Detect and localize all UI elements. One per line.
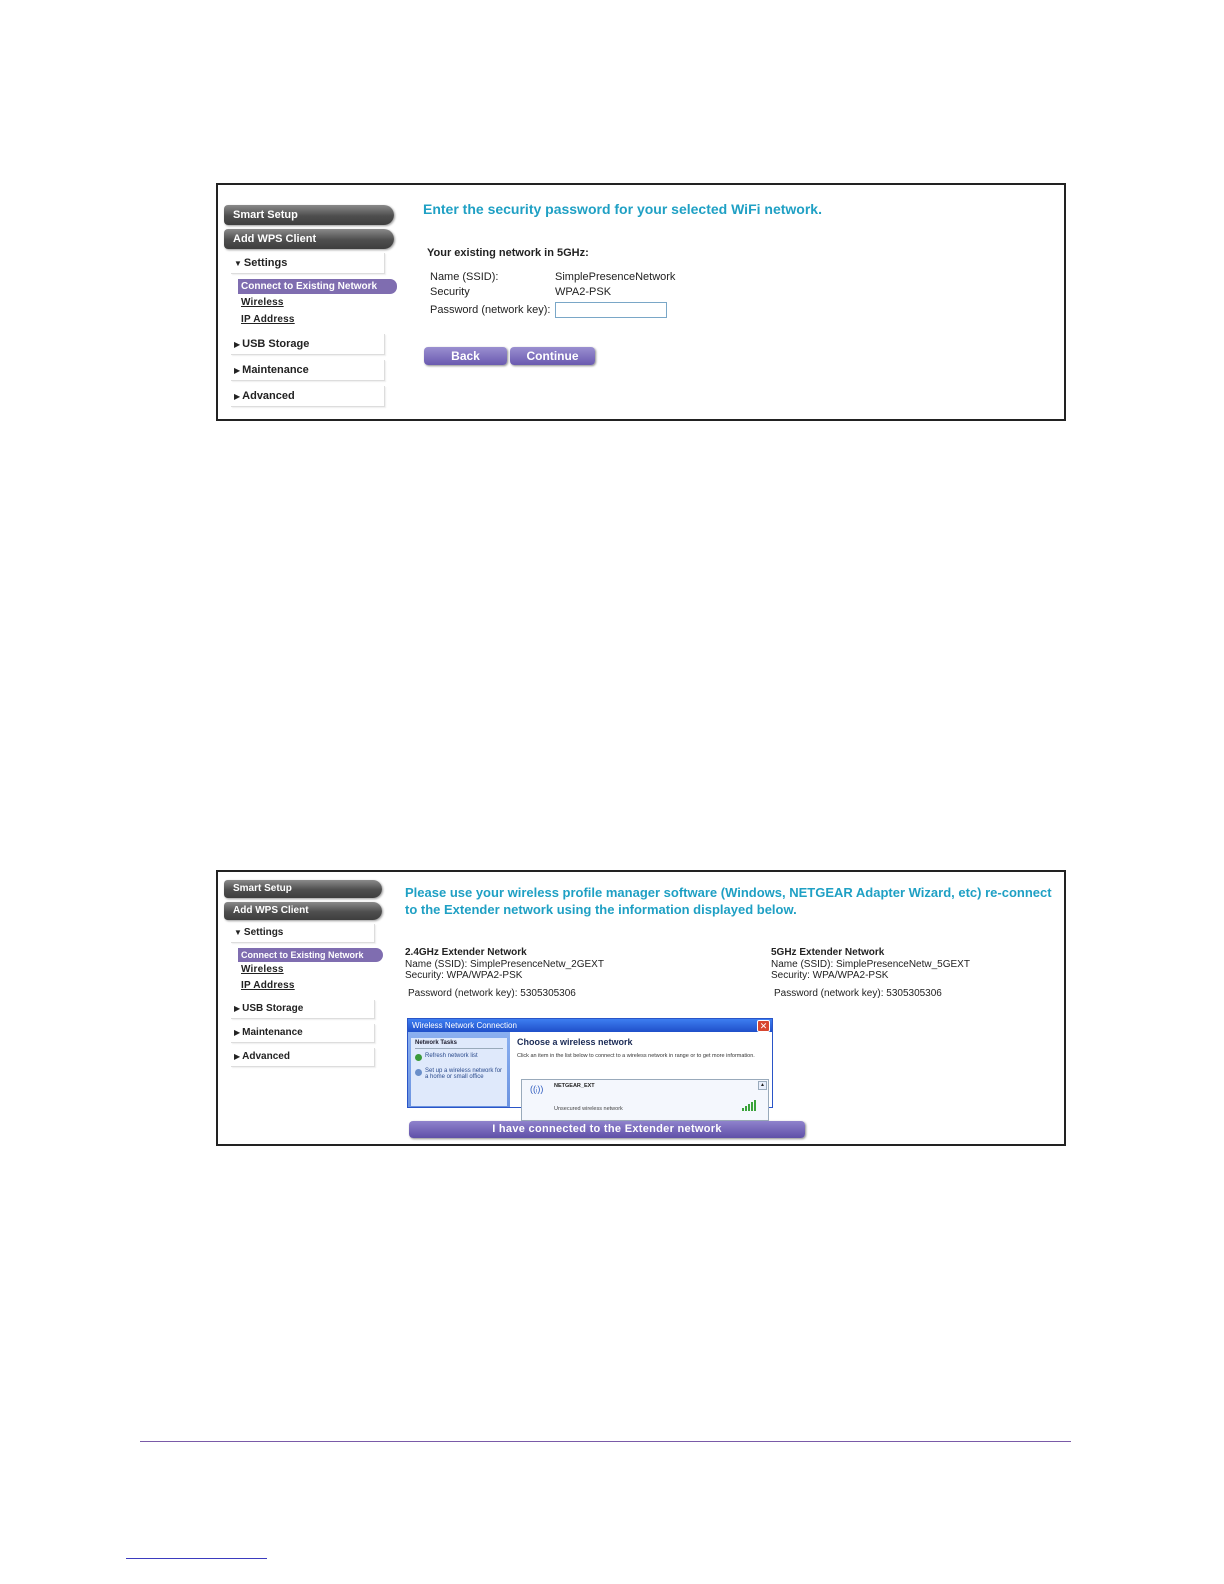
dialog-task-pane: [408, 1032, 510, 1107]
triangle-down-icon: ▼: [234, 928, 242, 937]
wireless-connection-dialog: [407, 1018, 773, 1112]
network-tasks-header: Network Tasks: [415, 1040, 503, 1049]
triangle-right-icon: ▶: [234, 392, 241, 401]
network-24ghz-security: Security: WPA/WPA2-PSK: [405, 970, 523, 981]
sidebar: [224, 205, 394, 412]
advanced-label: Advanced: [242, 1051, 290, 1062]
reconnect-screenshot: [216, 870, 1066, 1146]
password-screenshot: [216, 183, 1066, 421]
usb-storage-menu[interactable]: [231, 1000, 375, 1019]
settings-menu[interactable]: [231, 253, 385, 274]
sidebar-item-connect-existing[interactable]: Connect to Existing Network: [238, 948, 383, 962]
setup-network-icon: [415, 1069, 422, 1076]
sidebar-item-ip-address[interactable]: IP Address: [241, 980, 295, 991]
network-24ghz-title: 2.4GHz Extender Network: [405, 947, 527, 958]
triangle-right-icon: ▶: [234, 1052, 241, 1061]
usb-storage-label: USB Storage: [242, 1003, 304, 1014]
smart-setup-button[interactable]: Smart Setup: [224, 880, 382, 898]
ssid-label: Name (SSID):: [430, 271, 499, 283]
scroll-up-icon[interactable]: ▲: [758, 1081, 767, 1090]
maintenance-label: Maintenance: [242, 1027, 303, 1038]
network-tasks-box: [411, 1038, 507, 1106]
maintenance-menu[interactable]: [231, 1024, 375, 1043]
settings-menu[interactable]: [231, 924, 375, 943]
dialog-title: Wireless Network Connection: [412, 1021, 517, 1030]
triangle-right-icon: ▶: [234, 340, 241, 349]
network-24ghz-password: Password (network key): 5305305306: [408, 987, 576, 999]
add-wps-client-button[interactable]: Add WPS Client: [224, 229, 394, 249]
sidebar-item-connect-existing[interactable]: Connect to Existing Network: [238, 279, 397, 294]
antenna-icon: ((ᵢ)): [530, 1084, 544, 1094]
refresh-network-task[interactable]: [415, 1053, 503, 1061]
network-5ghz-title: 5GHz Extender Network: [771, 947, 885, 958]
network-24ghz-info: [405, 947, 604, 999]
maintenance-menu[interactable]: [231, 360, 385, 381]
dialog-titlebar: [408, 1019, 772, 1032]
settings-label: Settings: [243, 257, 288, 269]
network-list[interactable]: [521, 1079, 769, 1121]
network-5ghz-info: [771, 947, 970, 999]
triangle-down-icon: ▼: [234, 259, 242, 268]
password-input[interactable]: [555, 302, 667, 318]
dialog-instructions: Click an item in the list below to connect to a wireless network in range or to get more information.: [517, 1053, 755, 1059]
usb-storage-label: USB Storage: [242, 338, 310, 350]
close-icon[interactable]: ✕: [757, 1020, 770, 1032]
setup-network-label: Set up a wireless network for a home or small office: [425, 1068, 503, 1080]
triangle-right-icon: ▶: [234, 1028, 241, 1037]
page-title: Please use your wireless profile manager software (Windows, NETGEAR Adapter Wizard, etc) re-connect to the Extender network using the information displayed below.: [405, 885, 1052, 917]
footer-divider: [140, 1441, 1071, 1442]
refresh-network-label: Refresh network list: [425, 1053, 478, 1059]
sidebar: [224, 880, 382, 1072]
network-5ghz-ssid: Name (SSID): SimplePresenceNetw_5GEXT: [771, 958, 970, 970]
sidebar-item-wireless[interactable]: Wireless: [241, 964, 284, 975]
settings-submenu: [224, 948, 382, 994]
advanced-menu[interactable]: [231, 1048, 375, 1067]
network-list-item-status: Unsecured wireless network: [554, 1106, 623, 1112]
dialog-main-pane: [514, 1032, 772, 1112]
advanced-label: Advanced: [242, 390, 295, 402]
section-label: Your existing network in 5GHz:: [427, 247, 589, 259]
network-24ghz-ssid: Name (SSID): SimplePresenceNetw_2GEXT: [405, 958, 604, 970]
add-wps-client-button[interactable]: Add WPS Client: [224, 902, 382, 920]
continue-button[interactable]: Continue: [510, 347, 595, 365]
back-button[interactable]: Back: [424, 347, 507, 365]
dialog-heading: Choose a wireless network: [517, 1037, 633, 1047]
settings-label: Settings: [243, 927, 284, 938]
setup-network-task[interactable]: [415, 1068, 503, 1080]
smart-setup-button[interactable]: Smart Setup: [224, 205, 394, 225]
network-list-item-name[interactable]: NETGEAR_EXT: [554, 1083, 595, 1089]
password-label: Password (network key):: [430, 304, 551, 316]
triangle-right-icon: ▶: [234, 1004, 241, 1013]
network-5ghz-security: Security: WPA/WPA2-PSK: [771, 970, 889, 981]
security-value: WPA2-PSK: [555, 286, 612, 298]
footer-link-underline: [126, 1558, 267, 1559]
refresh-icon: [415, 1054, 422, 1061]
maintenance-label: Maintenance: [242, 364, 309, 376]
triangle-right-icon: ▶: [234, 366, 241, 375]
sidebar-item-ip-address[interactable]: IP Address: [241, 314, 295, 325]
signal-strength-icon: [742, 1100, 756, 1111]
network-5ghz-password: Password (network key): 5305305306: [774, 987, 942, 999]
advanced-menu[interactable]: [231, 386, 385, 407]
ssid-value: SimplePresenceNetwork: [555, 271, 676, 283]
usb-storage-menu[interactable]: [231, 334, 385, 355]
security-label: Security: [430, 286, 470, 298]
connected-to-extender-button[interactable]: I have connected to the Extender network: [409, 1121, 805, 1138]
page-title: Enter the security password for your selected WiFi network.: [423, 201, 822, 217]
settings-submenu: [224, 279, 394, 328]
sidebar-item-wireless[interactable]: Wireless: [241, 297, 284, 308]
